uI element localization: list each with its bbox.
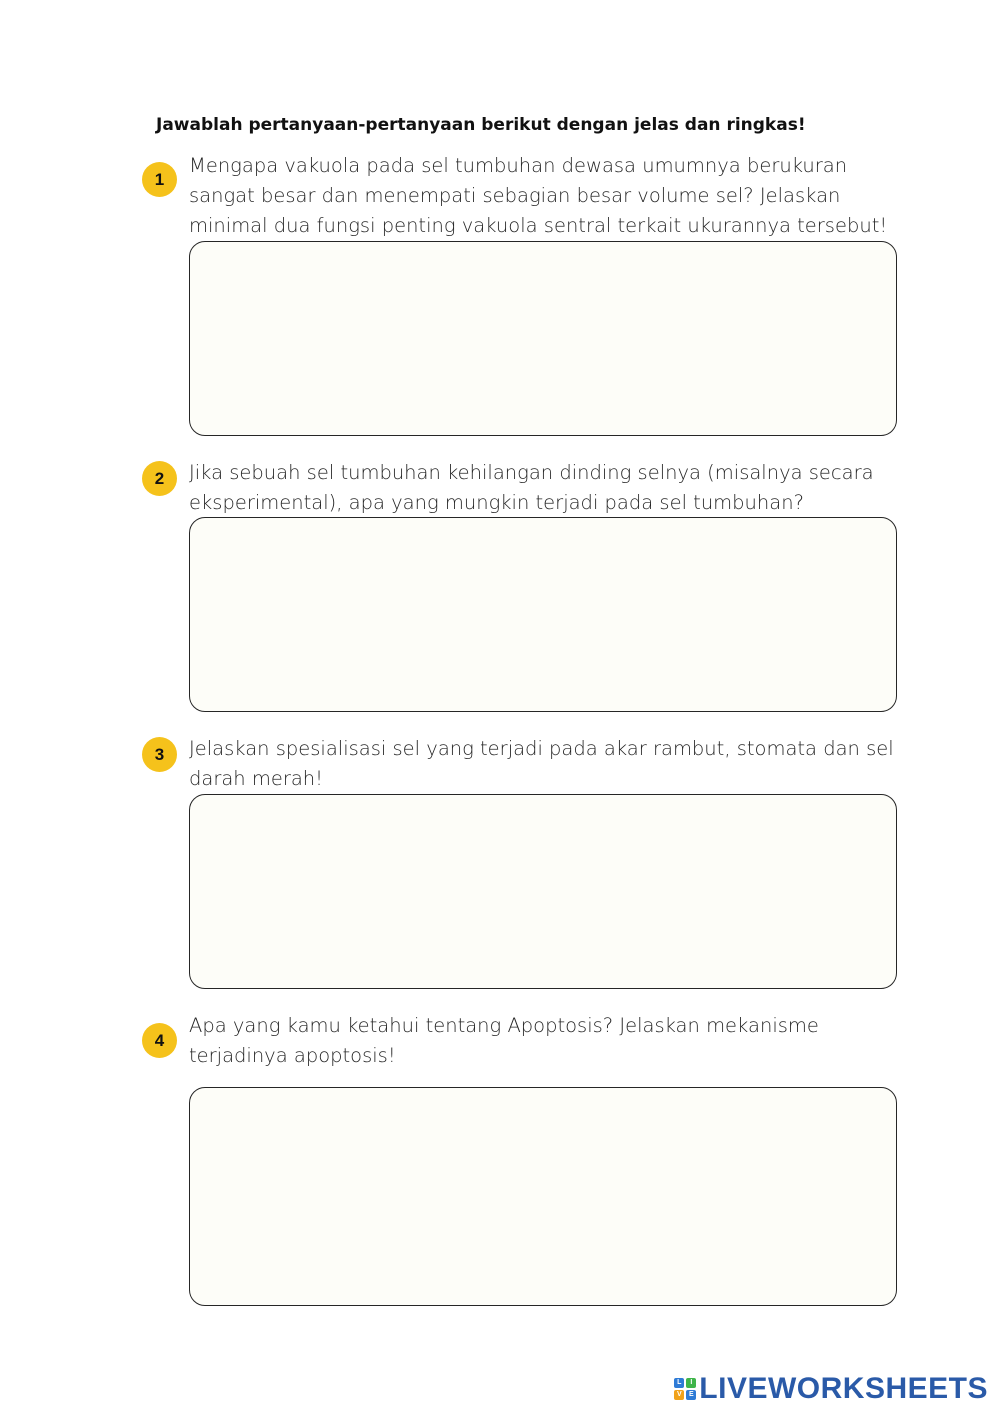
question-line: eksperimental), apa yang mungkin terjadi pada sel tumbuhan? (189, 491, 804, 514)
question-3-text (189, 734, 934, 794)
question-4-text (189, 1011, 934, 1071)
question-number-badge: 4 (142, 1023, 177, 1058)
answer-box-2[interactable] (189, 517, 897, 712)
question-number-badge: 1 (142, 162, 177, 197)
question-line: sangat besar dan menempati sebagian besar volume sel? Jelaskan (189, 184, 841, 207)
logo-mark-cell: L (674, 1378, 684, 1388)
answer-box-3[interactable] (189, 794, 897, 989)
logo-mark-cell: E (686, 1390, 696, 1400)
logo-mark-cell: I (686, 1378, 696, 1388)
question-line: Jelaskan spesialisasi sel yang terjadi pada akar rambut, stomata dan sel (189, 737, 894, 760)
question-2-text (189, 458, 934, 518)
answer-box-4[interactable] (189, 1087, 897, 1306)
logo-mark-icon (674, 1378, 696, 1400)
question-line: darah merah! (189, 767, 323, 790)
question-number-badge: 3 (142, 737, 177, 772)
answer-box-1[interactable] (189, 241, 897, 436)
question-line: Mengapa vakuola pada sel tumbuhan dewasa umumnya berukuran (189, 154, 848, 177)
logo-mark-cell: V (674, 1390, 684, 1400)
logo-text: LIVEWORKSHEETS (699, 1372, 988, 1405)
liveworksheets-logo (674, 1372, 988, 1406)
question-number-badge: 2 (142, 461, 177, 496)
question-line: terjadinya apoptosis! (189, 1044, 396, 1067)
question-line: minimal dua fungsi penting vakuola sentral terkait ukurannya tersebut! (189, 214, 888, 237)
instruction-heading: Jawablah pertanyaan-pertanyaan berikut dengan jelas dan ringkas! (156, 115, 806, 135)
question-line: Apa yang kamu ketahui tentang Apoptosis? Jelaskan mekanisme (189, 1014, 819, 1037)
question-1-text (189, 151, 934, 241)
question-line: Jika sebuah sel tumbuhan kehilangan dinding selnya (misalnya secara (189, 461, 874, 484)
